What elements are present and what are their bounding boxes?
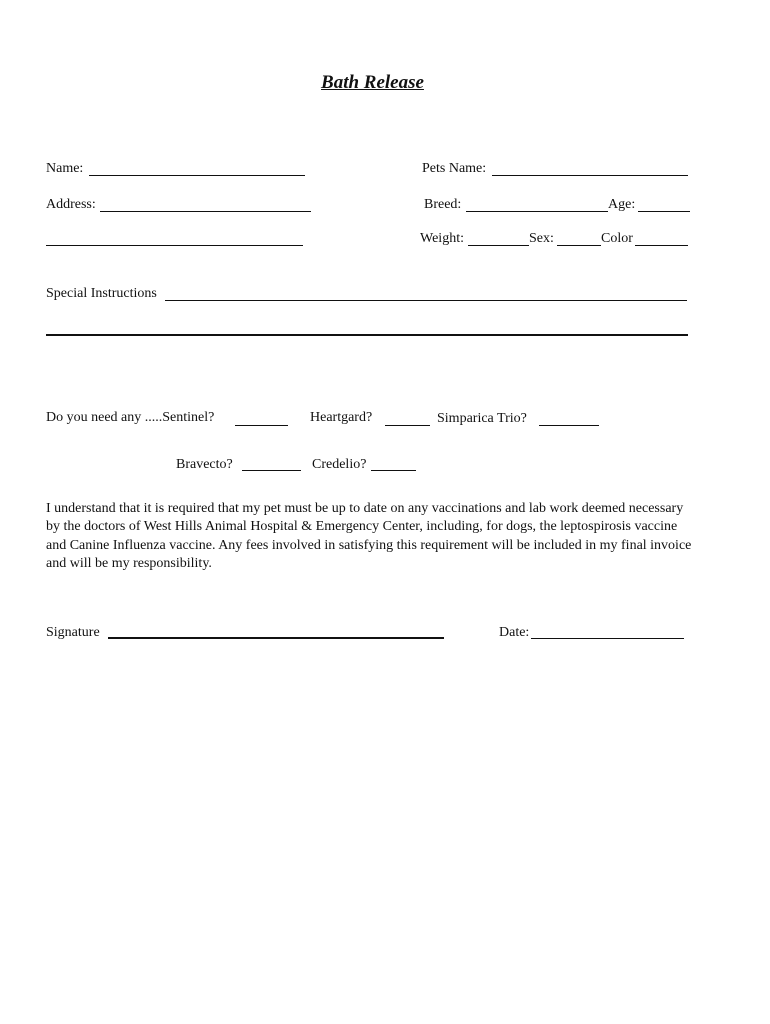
special-instructions-line-2[interactable] [46,334,688,336]
credelio-label: Credelio? [312,457,367,472]
sex-label: Sex: [529,231,554,246]
age-label: Age: [608,197,636,212]
weight-field[interactable] [468,245,529,246]
age-field[interactable] [638,211,690,212]
meds-question: Do you need any .....Sentinel? [46,410,215,425]
special-instructions-field[interactable] [165,300,687,301]
signature-field[interactable] [108,637,444,639]
date-label: Date: [499,625,530,640]
sex-field[interactable] [557,245,601,246]
credelio-field[interactable] [371,470,416,471]
color-label: Color [601,231,633,246]
form-title: Bath Release [321,72,424,93]
simparica-field[interactable] [539,425,599,426]
breed-field[interactable] [466,211,608,212]
name-field[interactable] [89,175,305,176]
special-instructions-label: Special Instructions [46,286,157,301]
address-line-2-field[interactable] [46,245,303,246]
consent-statement: I understand that it is required that my pet must be up to date on any vaccinations and lab work deemed necessary by the doctors of West Hills Animal Hospital & Emergency Center, including, for dogs, the leptospirosis vaccine and Canine Influenza vaccine. Any fees involved in satisfying this requirement will be included in my final invoice and will be my responsibility. [46,501,692,571]
pets-name-label: Pets Name: [422,161,487,176]
bravecto-label: Bravecto? [176,457,233,472]
breed-label: Breed: [424,197,462,212]
name-label: Name: [46,161,84,176]
address-field[interactable] [100,211,311,212]
address-label: Address: [46,197,96,212]
sentinel-field[interactable] [235,425,288,426]
simparica-label: Simparica Trio? [437,411,527,426]
heartgard-label: Heartgard? [310,410,373,425]
bravecto-field[interactable] [242,470,301,471]
color-field[interactable] [635,245,688,246]
signature-label: Signature [46,625,100,640]
heartgard-field[interactable] [385,425,430,426]
pets-name-field[interactable] [492,175,688,176]
weight-label: Weight: [420,231,464,246]
date-field[interactable] [531,638,684,639]
